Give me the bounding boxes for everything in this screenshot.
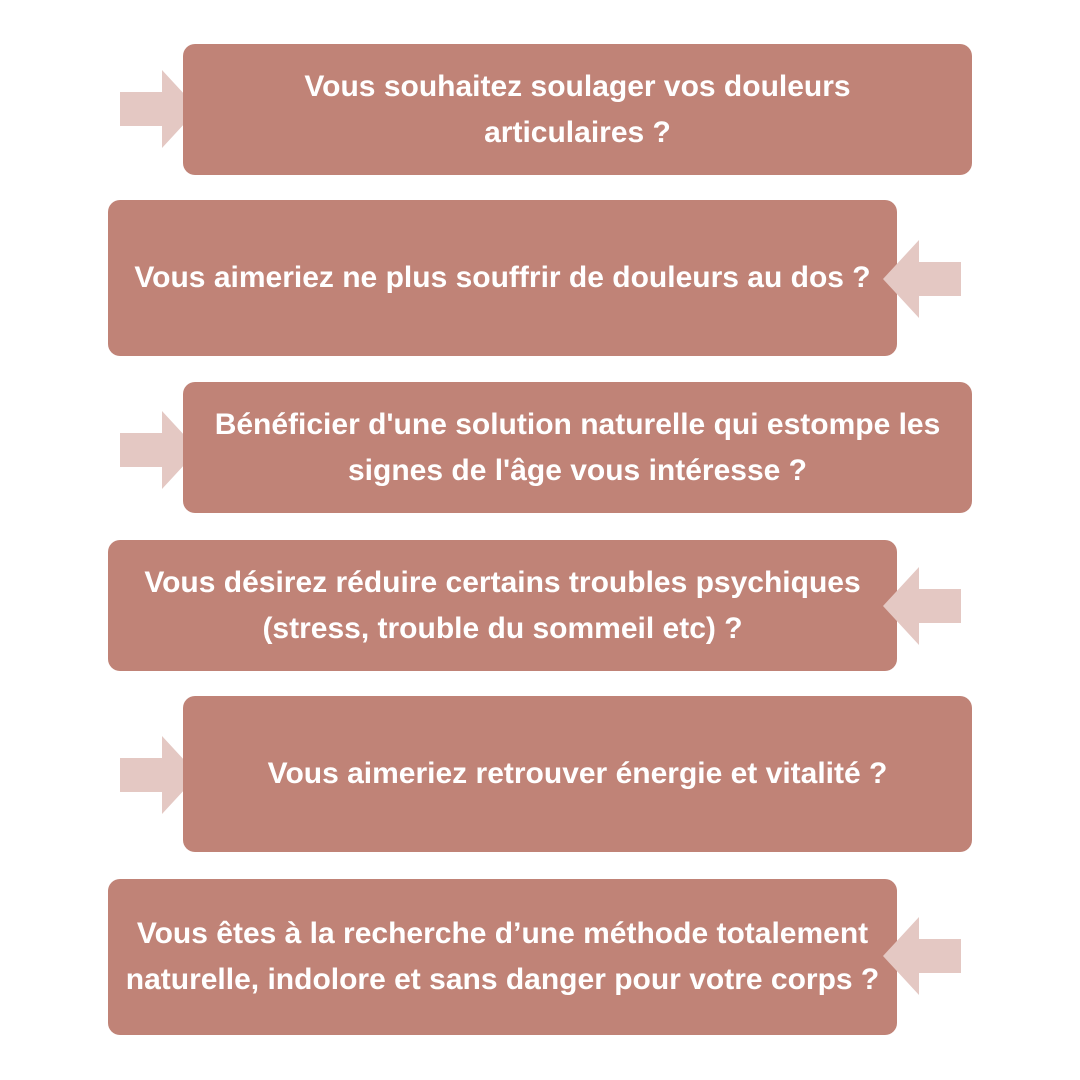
question-text-4: Vous désirez réduire certains troubles psychiques (stress, trouble du sommeil etc) ?: [144, 565, 861, 645]
question-card-1: [183, 44, 972, 175]
question-text-5: Vous aimeriez retrouver énergie et vitalité ?: [267, 757, 888, 790]
arrow-left-icon: [883, 567, 961, 645]
question-text-1: Vous souhaitez soulager vos douleurs articulaires ?: [304, 69, 851, 149]
arrow-left-icon: [883, 917, 961, 995]
question-card-4: [108, 540, 897, 671]
question-text-2: Vous aimeriez ne plus souffrir de douleurs au dos ?: [134, 261, 871, 294]
question-card-6: [108, 879, 897, 1035]
question-text-3: Bénéficier d'une solution naturelle qui estompe les signes de l'âge vous intéresse ?: [214, 407, 941, 487]
arrow-left-icon: [883, 240, 961, 318]
question-card-3: [183, 382, 972, 513]
question-text-6: Vous êtes à la recherche d’une méthode totalement naturelle, indolore et sans danger pour votre corps ?: [125, 917, 880, 996]
question-card-5: [183, 696, 972, 852]
question-card-2: [108, 200, 897, 356]
